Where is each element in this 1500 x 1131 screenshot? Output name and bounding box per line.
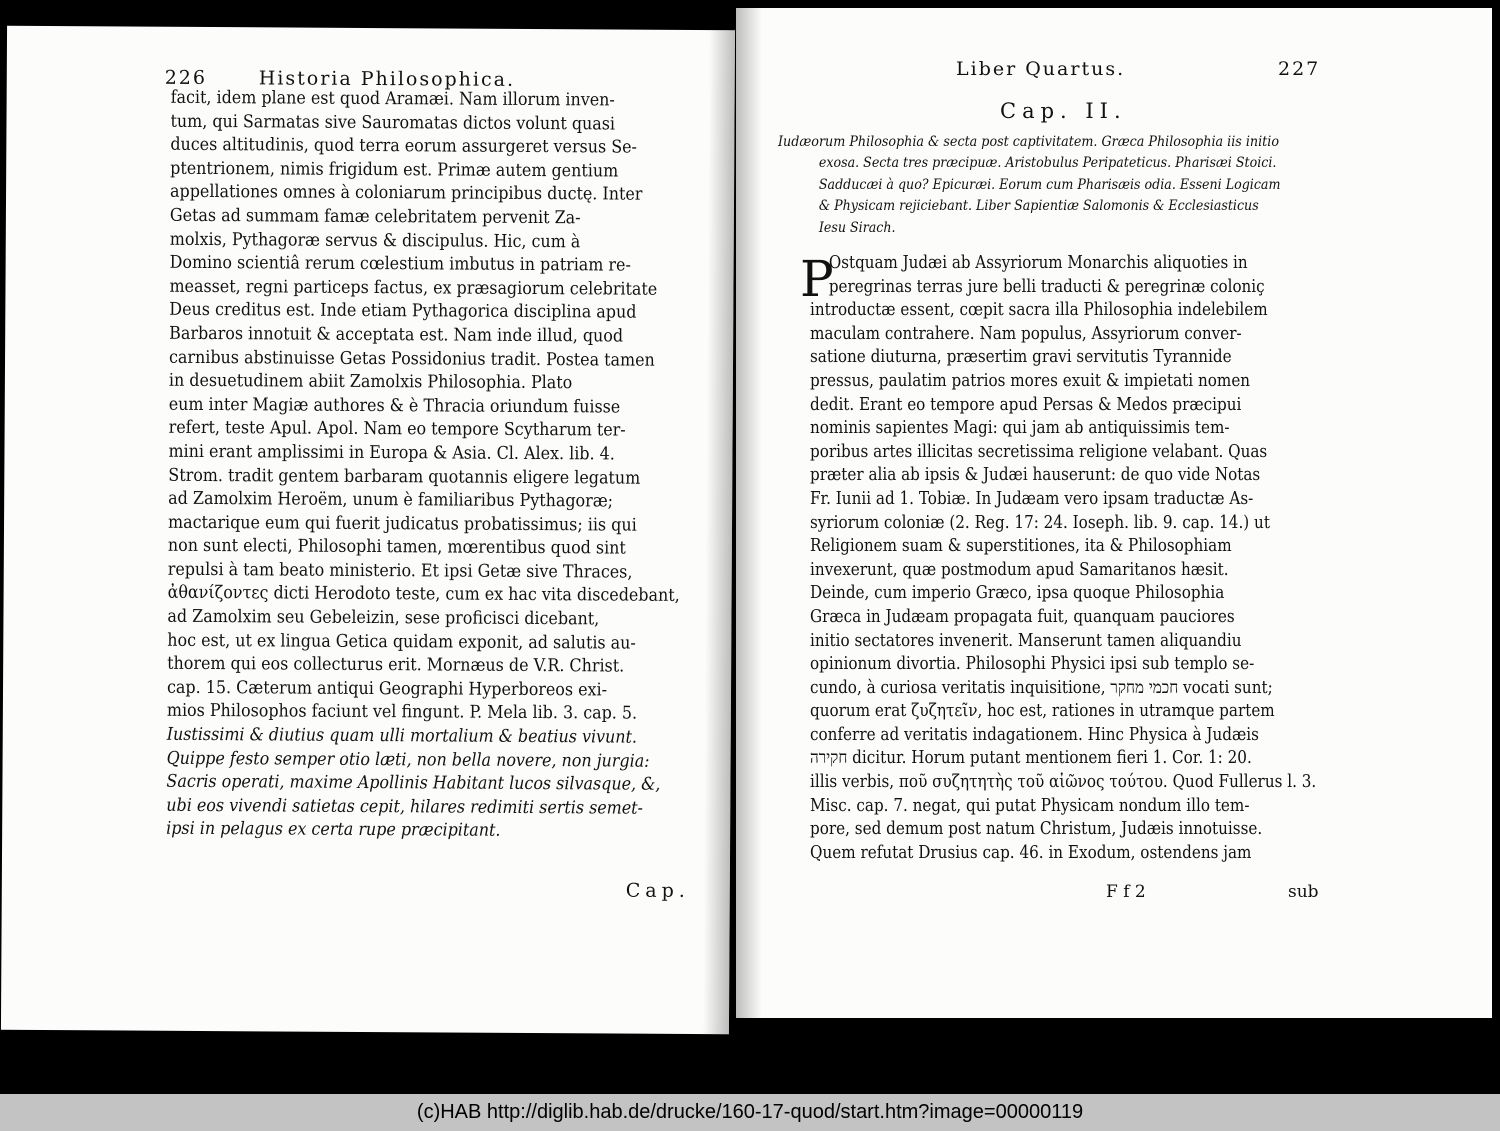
signature-mark: F f 2 [1106, 882, 1146, 902]
text-line: measset, regni particeps factus, ex præsagiorum celebritate [169, 276, 658, 300]
left-body-text [166, 87, 735, 845]
footer-bar [0, 1094, 1500, 1131]
text-line: Ostquam Judæi ab Assyriorum Monarchis aliquoties in [828, 253, 1248, 273]
text-line: mactarique eum qui fuerit judicatus probatissimus; iis qui [167, 512, 637, 536]
text-line: exosa. Secta tres præcipuæ. Aristobulus Peripateticus. Pharisæi Stoici. [818, 155, 1277, 172]
text-line: Iesu Sirach. [818, 219, 896, 236]
text-line: satione diuturna, præsertim gravi servitutis Tyrannide [810, 347, 1232, 368]
text-line: cundo, à curiosa veritatis inquisitione, חכמי מחקר vocati sunt; [810, 677, 1273, 698]
gutter-shadow [736, 8, 762, 1018]
text-line: Barbaros innotuit & acceptata est. Nam inde illud, quod [169, 323, 624, 347]
text-line: syriorum coloniæ (2. Reg. 17: 24. Ioseph. lib. 9. cap. 14.) ut [810, 512, 1270, 533]
right-body-text [810, 252, 1396, 865]
text-line: molxis, Pythagoræ servus & discipulus. Hic, cum à [169, 229, 581, 252]
text-line: Fr. Iunii ad 1. Tobiæ. In Judæam vero ipsam traductæ As- [810, 488, 1254, 509]
text-line: Misc. cap. 7. negat, qui putat Physicam nondum illo tem- [810, 795, 1250, 816]
text-line: ad Zamolxim Heroëm, unum è familiaribus Pythagoræ; [168, 488, 614, 512]
text-line: hoc est, ut ex lingua Getica quidam exponit, ad salutis au- [167, 630, 636, 654]
text-line: Quem refutat Drusius cap. 46. in Exodum, ostendens jam [810, 842, 1252, 863]
text-line: duces altitudinis, quod terra eorum assurgeret versus Se- [170, 134, 638, 158]
text-line: ubi eos vivendi satietas cepit, hilares redimiti sertis semet- [166, 795, 644, 819]
text-line: maculam contrahere. Nam populus, Assyriorum conver- [810, 323, 1242, 344]
text-line: Quippe festo semper otio læti, non bella novere, non jurgia: [166, 748, 650, 772]
text-line: nominis sapientes Magi: qui jam ab antiquissimis tem- [810, 418, 1230, 439]
right-catchword: sub [1288, 882, 1319, 902]
text-line: mini erant amplissimi in Europa & Asia. Cl. Alex. lib. 4. [168, 441, 615, 465]
text-line: Domino scientiâ rerum cœlestium imbutus in patriam re- [169, 252, 631, 276]
text-line: eum inter Magiæ authores & è Thracia oriundum fuisse [168, 394, 621, 418]
text-line: Strom. tradit gentem barbaram quotannis eligere legatum [168, 465, 641, 489]
text-line: חקירה dicitur. Horum putant mentionem fieri 1. Cor. 1: 20. [810, 748, 1252, 769]
text-line: Deinde, cum imperio Græco, ipsa quoque Philosophia [810, 583, 1225, 604]
drop-cap: P [800, 250, 834, 308]
text-line: quorum erat ζυζητεῖν, hoc est, rationes in utramque partem [810, 701, 1275, 722]
text-line: Deus creditus est. Inde etiam Pythagorica disciplina apud [169, 300, 637, 323]
text-line: ipsi in pelagus ex certa rupe præcipitant. [166, 819, 501, 842]
text-line: ptentrionem, nimis frigidum est. Primæ autem gentium [170, 158, 619, 182]
text-line: invexerunt, quæ postmodum apud Samaritanos hæsit. [810, 559, 1229, 580]
text-line: Iudæorum Philosophia & secta post captivitatem. Græca Philosophia iis initio [778, 134, 1280, 150]
text-line: Sadducæi à quo? Epicuræi. Eorum cum Pharisæis odia. Esseni Logicam [818, 176, 1281, 193]
left-running-head: Historia Philosophica. [258, 67, 516, 91]
right-page [736, 8, 1492, 1018]
text-line: pressus, paulatim patrios mores exuit & impietati nomen [810, 370, 1251, 391]
text-line: refert, teste Apul. Apol. Nam eo tempore Scytharum ter- [168, 418, 626, 441]
text-line: repulsi à tam beato ministerio. Et ipsi Getæ sive Thraces, [167, 559, 633, 583]
text-line: initio sectatores invenerit. Manserunt tamen aliquandiu [810, 630, 1242, 651]
right-page-number: 227 [1278, 58, 1321, 80]
text-line: Iustissimi & diutius quam ulli mortalium & beatius vivunt. [166, 724, 638, 748]
text-line: pore, sed demum post natum Christum, Judæis innotuisse. [810, 819, 1263, 840]
text-line: Græca in Judæam propagata fuit, quanquam pauciores [810, 606, 1235, 627]
text-line: opinionum divortia. Philosophi Physici ipsi sub templo se- [810, 654, 1255, 675]
left-catchword: Cap. [625, 879, 690, 902]
text-line: Sacris operati, maxime Apollinis Habitant lucos silvasque, &, [166, 771, 661, 796]
text-line: cap. 15. Cæterum antiqui Geographi Hyperboreos exi- [166, 677, 608, 701]
text-line: non sunt electi, Philosophi tamen, mœrentibus quod sint [167, 536, 626, 559]
text-line: conferre ad veritatis indagationem. Hinc Physica à Judæis [810, 724, 1259, 745]
text-line: facit, idem plane est quod Aramæi. Nam illorum inven- [170, 87, 615, 111]
text-line: poribus artes illicitas secretissima religione velabant. Quas [810, 441, 1268, 462]
text-line: ad Zamolxim seu Gebeleizin, sese proficisci dicebant, [167, 606, 600, 630]
text-line: peregrinas terras jure belli traducti & peregrinæ coloniç [828, 276, 1265, 297]
text-line: & Physicam rejiciebant. Liber Sapientiæ Salomonis & Ecclesiasticus [818, 198, 1259, 215]
text-line: in desuetudinem abiit Zamolxis Philosophia. Plato [168, 370, 573, 394]
footer-url: (c)HAB http://diglib.hab.de/drucke/160-17-quod/start.htm?image=00000119 [416, 1101, 1084, 1123]
text-line: mios Philosophos faciunt vel fingunt. P. Mela lib. 3. cap. 5. [166, 701, 638, 725]
chapter-title: Cap. II. [1000, 99, 1127, 123]
text-line: introductæ essent, cœpit sacra illa Philosophia indelebilem [810, 300, 1268, 321]
text-line: illis verbis, ποῦ συζητητὴς τοῦ αἰῶνος τούτου. Quod Fullerus l. 3. [810, 772, 1317, 793]
text-line: ἀθανίζοντες dicti Herodoto teste, cum ex hac vita discedebant, [167, 583, 680, 607]
text-line: præter alia ab ipsis & Judæi hauserunt: de quo vide Notas [810, 465, 1261, 486]
left-page-number: 226 [164, 66, 208, 90]
text-line: tum, qui Sarmatas sive Sauromatas dictos volunt quasi [170, 111, 616, 135]
right-running-head: Liber Quartus. [956, 58, 1126, 80]
left-page [1, 26, 735, 1034]
text-line: appellationes omnes à coloniarum principibus ductę. Inter [169, 182, 643, 206]
text-line: thorem qui eos collecturus erit. Mornæus de V.R. Christ. [167, 654, 625, 677]
text-line: carnibus abstinuisse Getas Possidonius tradit. Postea tamen [168, 347, 655, 371]
text-line: Getas ad summam famæ celebritatem pervenit Za- [169, 205, 581, 229]
chapter-summary [778, 132, 1319, 239]
text-line: dedit. Erant eo tempore apud Persas & Medos præcipui [810, 394, 1242, 415]
text-line: Religionem suam & superstitiones, ita & Philosophiam [810, 536, 1232, 557]
